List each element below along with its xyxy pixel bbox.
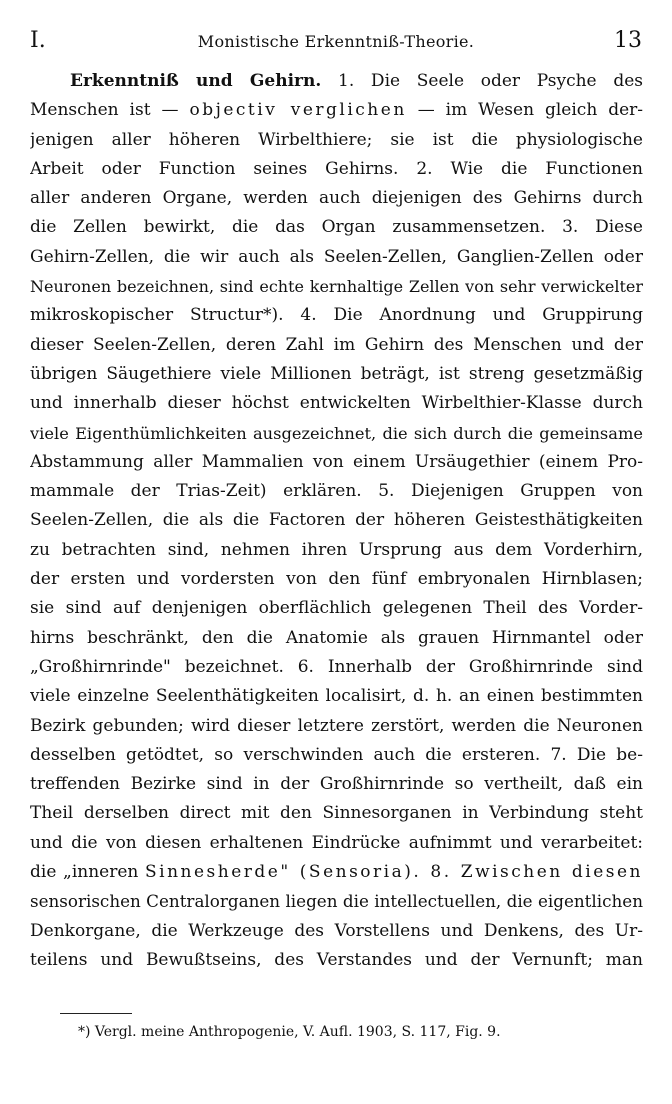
text-line-30: Denkorgane, die Werkzeuge des Vorstellens und Denkens, des Ur- [30,920,643,941]
text-line-10: dieser Seelen-Zellen, deren Zahl im Gehirn des Menschen und der [30,334,643,355]
text-line-19: sie sind auf denjenigen oberflächlich gelegenen Theil des Vorder- [30,598,643,619]
text-line-14: Abstammung aller Mammalien von einem Ursäugethier (einem Pro- [30,451,643,472]
text-line-11: übrigen Säugethiere viele Millionen beträgt, ist streng gesetzmäßig [30,363,643,384]
text-line-31: teilens und Bewußtseins, des Verstandes und der Vernunft; man [30,949,643,970]
footnote-divider [60,1013,132,1014]
body-text [30,67,643,975]
text-line-17: zu betrachten sind, nehmen ihren Ursprung aus dem Vorderhirn, [30,539,643,560]
text-line-13: viele Eigenthümlichkeiten ausgezeichnet, die sich durch die gemeinsame [30,423,643,443]
text-line-25: treffenden Bezirke sind in der Großhirnrinde so vertheilt, daß ein [30,774,643,795]
text-line-22: viele einzelne Seelenthätigkeiten localisirt, d. h. an einen bestimmten [30,686,643,707]
text-line-4: Arbeit oder Function seines Gehirns. 2. Wie die Functionen [30,158,643,179]
text-line-9: mikroskopischer Structur*). 4. Die Anordnung und Gruppirung [30,305,643,326]
section-heading: Erkenntniß und Gehirn. [70,71,322,91]
text-line-2: Menschen ist — objectiv verglichen — im Wesen gleich der- [30,100,643,121]
running-title: Monistische Erkenntniß-Theorie. [197,32,475,51]
running-header [30,28,642,56]
text-line-1: Erkenntniß und Gehirn. 1. Die Seele oder Psyche des [70,71,643,91]
emphasis-objectiv: objectiv verglichen [189,100,407,121]
text-line-29: sensorischen Centralorganen liegen die intellectuellen, die eigentlichen [30,891,643,912]
text-line-23: Bezirk gebunden; wird dieser letztere zerstört, werden die Neuronen [30,715,643,736]
text-line-7: Gehirn-Zellen, die wir auch als Seelen-Zellen, Ganglien-Zellen oder [30,246,643,267]
text-line-24: desselben getödtet, so verschwinden auch die ersteren. 7. Die be- [30,744,643,765]
footnote: *) Vergl. meine Anthropogenie, V. Aufl. 1903, S. 117, Fig. 9. [78,1024,501,1040]
emphasis-sinnesherde: Sinnesherde" (Sensoria). 8. Zwischen diesen [145,862,643,883]
text-line-8: Neuronen bezeichnen, sind echte kernhaltige Zellen von sehr verwickelter [30,277,643,297]
page-number: 13 [614,28,642,53]
text-line-26: Theil derselben direct mit den Sinnesorganen in Verbindung steht [30,803,643,824]
text-line-20: hirns beschränkt, den die Anatomie als grauen Hirnmantel oder [30,627,643,648]
text-line-15: mammale der Trias-Zeit) erklären. 5. Diejenigen Gruppen von [30,481,643,502]
text-line-5: aller anderen Organe, werden auch diejenigen des Gehirns durch [30,188,643,209]
text-line-6: die Zellen bewirkt, die das Organ zusammensetzen. 3. Diese [30,217,643,238]
text-line-28: die „inneren Sinnesherde" (Sensoria). 8. Zwischen diesen [30,862,643,883]
text-line-27: und die von diesen erhaltenen Eindrücke aufnimmt und verarbeitet: [30,832,643,853]
text-line-18: der ersten und vordersten von den fünf embryonalen Hirnblasen; [30,569,643,590]
text-line-21: „Großhirnrinde" bezeichnet. 6. Innerhalb der Großhirnrinde sind [30,656,643,677]
text-line-12: und innerhalb dieser höchst entwickelten Wirbelthier-Klasse durch [30,393,643,414]
text-line-16: Seelen-Zellen, die als die Factoren der höheren Geistesthätigkeiten [30,510,643,531]
chapter-number: I. [30,28,46,53]
text-line-3: jenigen aller höheren Wirbelthiere; sie ist die physiologische [30,129,643,150]
